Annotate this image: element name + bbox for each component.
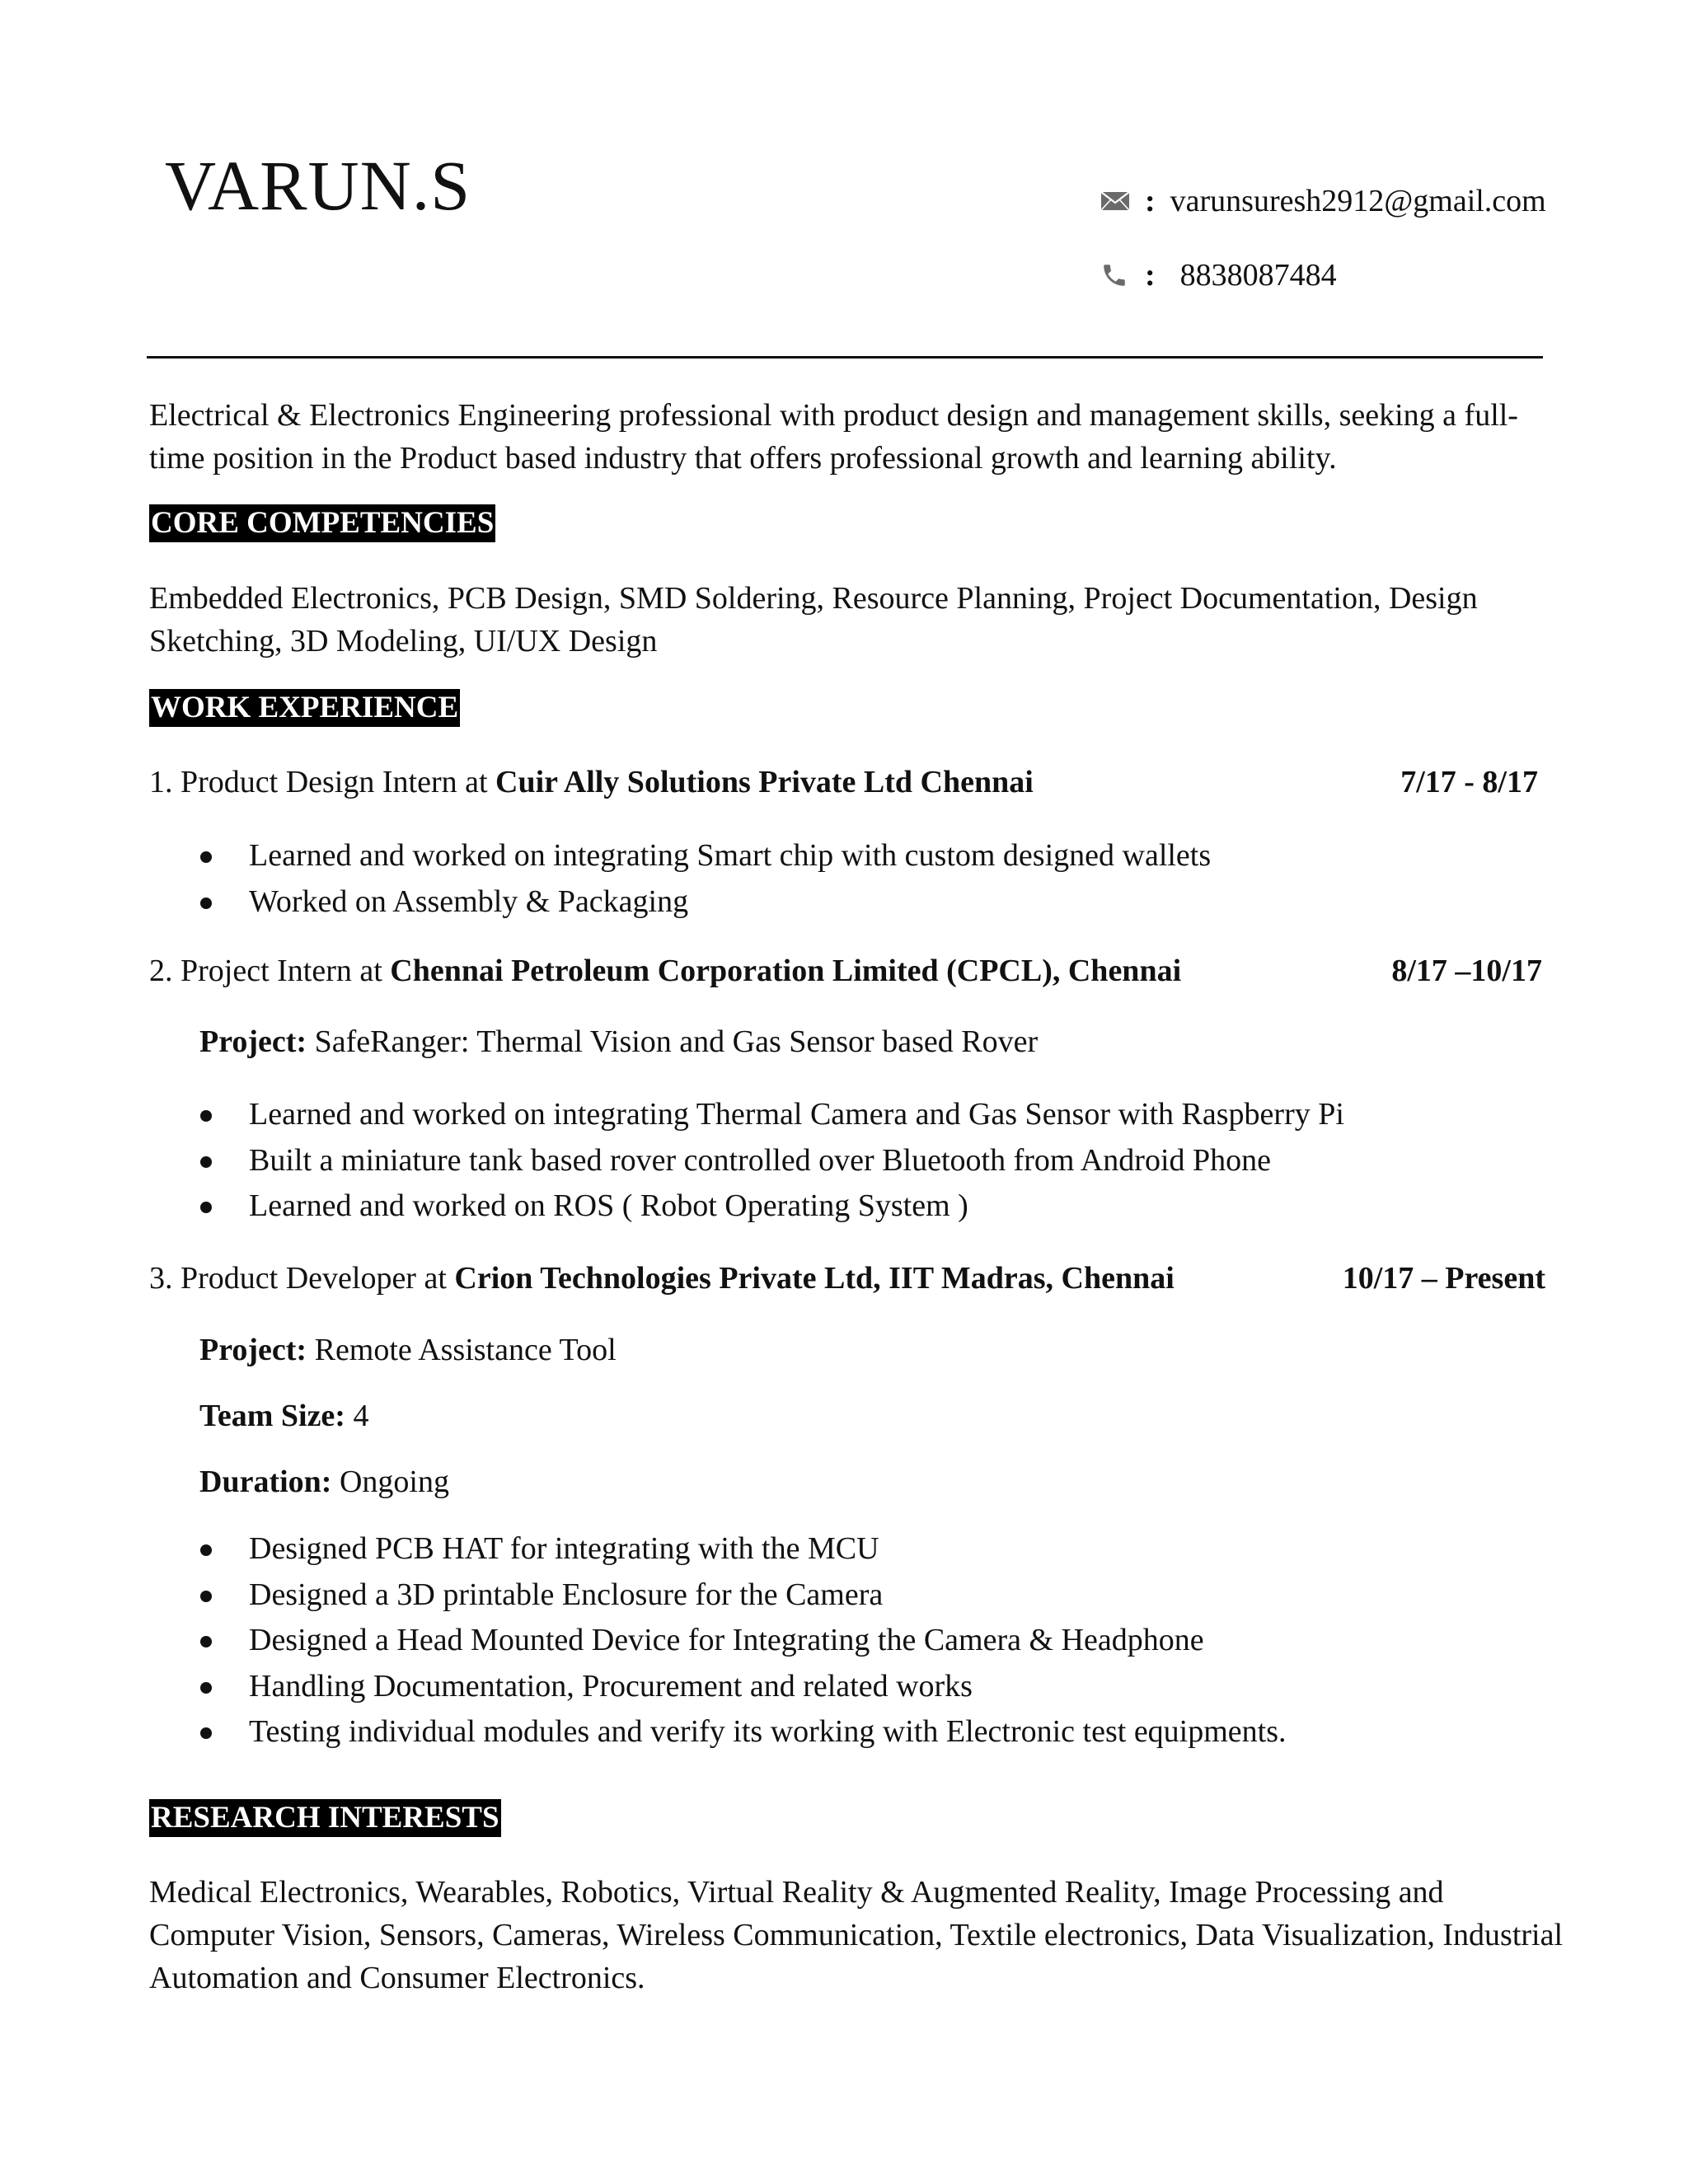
envelope-icon [1100, 191, 1137, 211]
list-item: Learned and worked on integrating Smart chip with custom designed wallets [199, 833, 1211, 879]
job-3-bullets [199, 1526, 1287, 1755]
job-3-project [199, 1329, 617, 1371]
list-item: Designed PCB HAT for integrating with the MCU [199, 1526, 1287, 1572]
list-item: Handling Documentation, Procurement and related works [199, 1664, 1287, 1710]
job-1-role: 1. Product Design Intern at [149, 765, 496, 799]
job-3-duration [199, 1461, 449, 1502]
job-2-company: Chennai Petroleum Corporation Limited (CPCL), Chennai [390, 954, 1182, 988]
list-item: Worked on Assembly & Packaging [199, 879, 1211, 926]
job-2-role: 2. Project Intern at [149, 954, 391, 988]
duration-value: Ongoing [331, 1465, 449, 1499]
project-value: Remote Assistance Tool [307, 1333, 617, 1367]
work-experience-heading: WORK EXPERIENCE [149, 689, 460, 727]
research-interests-heading: RESEARCH INTERESTS [149, 1799, 501, 1837]
job-1-company: Cuir Ally Solutions Private Ltd Chennai [495, 765, 1034, 799]
list-item: Built a miniature tank based rover controlled over Bluetooth from Android Phone [199, 1138, 1344, 1184]
candidate-name: VARUN.S [165, 146, 471, 225]
job-2-title [149, 950, 1545, 991]
job-1-title [149, 762, 1545, 803]
project-label: Project: [199, 1024, 307, 1059]
job-1-dates: 7/17 - 8/17 [1400, 765, 1538, 799]
duration-label: Duration: [199, 1465, 332, 1499]
team-size-value: 4 [345, 1399, 369, 1433]
team-size-label: Team Size: [199, 1399, 345, 1433]
list-item: Learned and worked on ROS ( Robot Operating System ) [199, 1183, 1344, 1230]
core-competencies-heading: CORE COMPETENCIES [149, 504, 495, 542]
email-row [1100, 183, 1546, 219]
phone-number[interactable]: 8838087484 [1179, 258, 1337, 293]
research-interests-text: Medical Electronics, Wearables, Robotics, Virtual Reality & Augmented Reality, Image Processing and Computer Vision, Sensors, Cameras, Wireless Communication, Textile electronics, Data Visualization, Industrial Automation and Consumer Electronics. [149, 1875, 1564, 1995]
core-competencies-text: Embedded Electronics, PCB Design, SMD Soldering, Resource Planning, Project Documentation, Design Sketching, 3D Modeling, UI/UX Design [149, 581, 1478, 658]
job-3-company: Crion Technologies Private Ltd, IIT Madras, Chennai [454, 1261, 1175, 1296]
job-3-dates: 10/17 – Present [1342, 1261, 1545, 1296]
job-3-title [149, 1258, 1545, 1299]
list-item: Learned and worked on integrating Thermal Camera and Gas Sensor with Raspberry Pi [199, 1092, 1344, 1138]
header-divider [147, 356, 1543, 359]
job-2-project [199, 1021, 1038, 1062]
list-item: Testing individual modules and verify its working with Electronic test equipments. [199, 1709, 1287, 1755]
job-3-role: 3. Product Developer at [149, 1261, 455, 1296]
phone-icon [1100, 261, 1137, 289]
job-2-bullets [199, 1092, 1344, 1230]
phone-separator: : [1145, 258, 1156, 293]
phone-row [1100, 257, 1337, 293]
job-1-bullets [199, 833, 1211, 925]
project-value: SafeRanger: Thermal Vision and Gas Sensor based Rover [307, 1024, 1039, 1059]
job-3-team-size [199, 1395, 368, 1436]
job-2-dates: 8/17 –10/17 [1391, 954, 1542, 988]
summary-paragraph: Electrical & Electronics Engineering professional with product design and management skills, seeking a full-time position in the Product based industry that offers professional growth and learning ability. [149, 398, 1518, 476]
email-address[interactable]: varunsuresh2912@gmail.com [1170, 184, 1546, 218]
list-item: Designed a 3D printable Enclosure for the Camera [199, 1572, 1287, 1619]
list-item: Designed a Head Mounted Device for Integrating the Camera & Headphone [199, 1618, 1287, 1664]
project-label: Project: [199, 1333, 307, 1367]
email-separator: : [1145, 184, 1156, 218]
